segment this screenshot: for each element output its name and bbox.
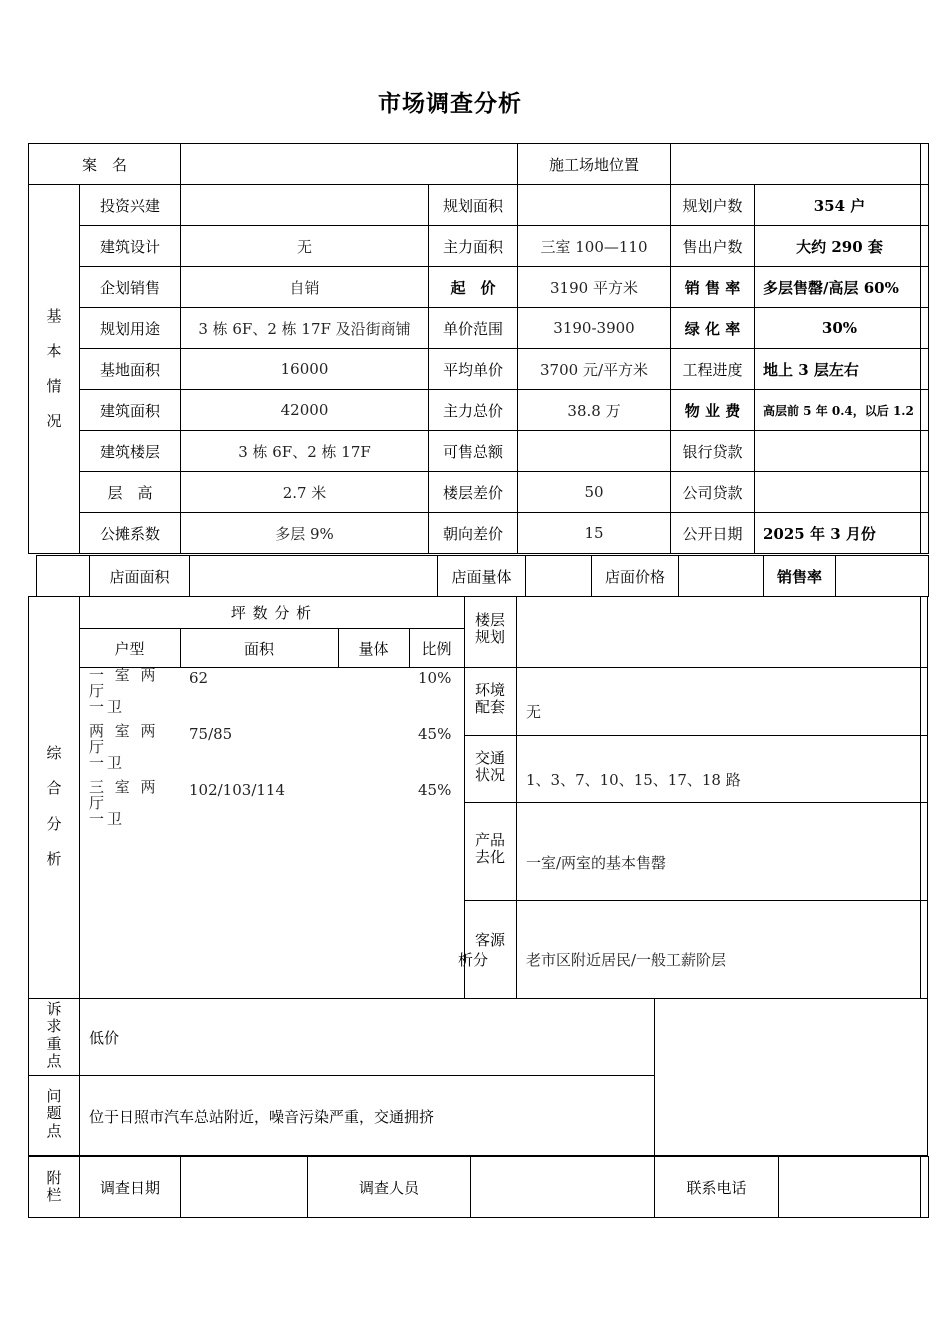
shop-table <box>36 555 929 597</box>
basic-value[interactable]: 16000 <box>181 349 429 390</box>
unit-area: 102/103/114 <box>189 781 285 799</box>
basic-info-row <box>29 267 929 308</box>
analysis-item-value: 1、3、7、10、15、17、18 路 <box>526 771 741 789</box>
basic-section-label: 基 本 情 况 <box>29 185 80 554</box>
basic-info-row <box>29 513 929 554</box>
basic-value[interactable]: 3190-3900 <box>518 308 671 349</box>
basic-label: 银行贷款 <box>671 431 755 472</box>
page-title: 市场调查分析 <box>378 90 522 117</box>
basic-label: 起 价 <box>429 267 518 308</box>
basic-value[interactable]: 大约 290 套 <box>755 226 921 267</box>
shop-area-value[interactable] <box>190 556 438 597</box>
analysis-item-label: 环境 配套 <box>474 681 505 716</box>
unit-type: 一 室 两 厅 一卫 <box>89 666 159 716</box>
basic-info-row <box>29 185 929 226</box>
basic-value[interactable]: 多层售罄/高层 60% <box>755 267 921 308</box>
basic-value[interactable]: 38.8 万 <box>518 390 671 431</box>
analysis-item-label: 交通 状况 <box>474 749 505 784</box>
basic-label: 公开日期 <box>671 513 755 554</box>
basic-value[interactable]: 自销 <box>181 267 429 308</box>
basic-value[interactable]: 3190 平方米 <box>518 267 671 308</box>
basic-value[interactable]: 3 栋 6F、2 栋 17F 及沿街商铺 <box>181 308 429 349</box>
basic-value[interactable]: 354 户 <box>755 185 921 226</box>
basic-value[interactable]: 高层前 5 年 0.4，以后 1.2 <box>755 390 921 431</box>
basic-value[interactable] <box>755 472 921 513</box>
ping-analysis-title: 坪 数 分 析 <box>230 604 313 622</box>
unit-ratio: 45% <box>418 781 452 799</box>
basic-label: 规划用途 <box>80 308 181 349</box>
basic-label: 主力总价 <box>429 390 518 431</box>
footer-table <box>28 1156 929 1218</box>
analysis-item-value: 老市区附近居民/一般工薪阶层 <box>526 951 727 969</box>
basic-value[interactable] <box>181 185 429 226</box>
unit-type: 三 室 两 厅 一卫 <box>89 778 159 828</box>
phone-label: 联系电话 <box>655 1157 779 1218</box>
unit-ratio: 45% <box>418 725 452 743</box>
analysis-item-label: 客源 <box>474 931 505 949</box>
basic-value[interactable]: 3700 元/平方米 <box>518 349 671 390</box>
basic-label: 平均单价 <box>429 349 518 390</box>
header-table <box>28 143 929 185</box>
basic-label: 物 业 费 <box>671 390 755 431</box>
basic-label: 楼层差价 <box>429 472 518 513</box>
analysis-item-label: 产品 去化 <box>474 831 505 866</box>
basic-value[interactable]: 地上 3 层左右 <box>755 349 921 390</box>
phone-value[interactable] <box>779 1157 921 1218</box>
basic-info-row <box>29 308 929 349</box>
basic-label: 投资兴建 <box>80 185 181 226</box>
basic-value[interactable]: 多层 9% <box>181 513 429 554</box>
basic-label: 建筑面积 <box>80 390 181 431</box>
shop-blank <box>37 556 90 597</box>
basic-label: 基地面积 <box>80 349 181 390</box>
project-name-label: 案 名 <box>29 144 181 185</box>
project-name-value[interactable] <box>181 144 518 185</box>
basic-label: 规划户数 <box>671 185 755 226</box>
basic-value[interactable] <box>755 431 921 472</box>
col-header-ratio: 比例 <box>421 640 452 658</box>
shop-volume-value[interactable] <box>526 556 592 597</box>
basic-info-row <box>29 431 929 472</box>
basic-value[interactable]: 15 <box>518 513 671 554</box>
appeal-value: 低价 <box>89 1029 120 1047</box>
basic-label: 销 售 率 <box>671 267 755 308</box>
basic-label: 公司贷款 <box>671 472 755 513</box>
basic-label: 售出户数 <box>671 226 755 267</box>
col-header-area: 面积 <box>243 640 274 658</box>
footer-label: 附 栏 <box>29 1157 80 1218</box>
basic-label: 企划销售 <box>80 267 181 308</box>
problem-value: 位于日照市汽车总站附近，噪音污染严重，交通拥挤 <box>89 1108 435 1126</box>
basic-info-row <box>29 390 929 431</box>
site-location-label: 施工场地位置 <box>518 144 671 185</box>
basic-info-row <box>29 226 929 267</box>
basic-info-row <box>29 472 929 513</box>
analysis-item-value: 无 <box>526 703 542 721</box>
survey-date-label: 调查日期 <box>80 1157 181 1218</box>
surveyor-label: 调查人员 <box>308 1157 471 1218</box>
basic-label: 可售总额 <box>429 431 518 472</box>
shop-volume-label: 店面量体 <box>438 556 526 597</box>
basic-label: 公摊系数 <box>80 513 181 554</box>
col-header-type: 户型 <box>114 640 145 658</box>
site-location-value[interactable] <box>671 144 921 185</box>
shop-price-label: 店面价格 <box>592 556 679 597</box>
survey-date-value[interactable] <box>181 1157 308 1218</box>
unit-ratio: 10% <box>418 669 452 687</box>
basic-value[interactable]: 3 栋 6F、2 栋 17F <box>181 431 429 472</box>
shop-area-label: 店面面积 <box>90 556 190 597</box>
basic-value[interactable]: 42000 <box>181 390 429 431</box>
basic-label: 绿 化 率 <box>671 308 755 349</box>
basic-info-table <box>28 184 929 554</box>
unit-area: 75/85 <box>189 725 233 743</box>
unit-area: 62 <box>189 669 209 687</box>
basic-label: 规划面积 <box>429 185 518 226</box>
unit-type: 两 室 两 厅 一卫 <box>89 722 159 772</box>
basic-value[interactable]: 2025 年 3 月份 <box>755 513 921 554</box>
col-header-volume: 量体 <box>358 640 389 658</box>
basic-label: 单价范围 <box>429 308 518 349</box>
analysis-section-label: 综 合 分 析 <box>46 744 62 868</box>
basic-label: 建筑楼层 <box>80 431 181 472</box>
basic-label: 朝向差价 <box>429 513 518 554</box>
basic-label: 主力面积 <box>429 226 518 267</box>
shop-price-value[interactable] <box>679 556 764 597</box>
basic-label: 建筑设计 <box>80 226 181 267</box>
basic-value[interactable] <box>518 431 671 472</box>
shop-rate-label: 销售率 <box>764 556 836 597</box>
basic-value[interactable]: 30% <box>755 308 921 349</box>
analysis-item-value: 一室/两室的基本售罄 <box>526 854 667 872</box>
basic-label: 工程进度 <box>671 349 755 390</box>
surveyor-value[interactable] <box>471 1157 655 1218</box>
appeal-label: 诉 求 重 点 <box>46 1000 62 1070</box>
analysis-item-label-extra: 析分 <box>458 951 489 969</box>
basic-value[interactable]: 2.7 米 <box>181 472 429 513</box>
basic-value[interactable]: 三室 100—110 <box>518 226 671 267</box>
basic-info-row <box>29 349 929 390</box>
basic-value[interactable] <box>518 185 671 226</box>
basic-label: 层 高 <box>80 472 181 513</box>
basic-value[interactable]: 无 <box>181 226 429 267</box>
basic-value[interactable]: 50 <box>518 472 671 513</box>
analysis-item-label: 楼层 规划 <box>474 611 505 646</box>
problem-label: 问 题 点 <box>46 1087 62 1140</box>
shop-rate-value[interactable] <box>836 556 929 597</box>
